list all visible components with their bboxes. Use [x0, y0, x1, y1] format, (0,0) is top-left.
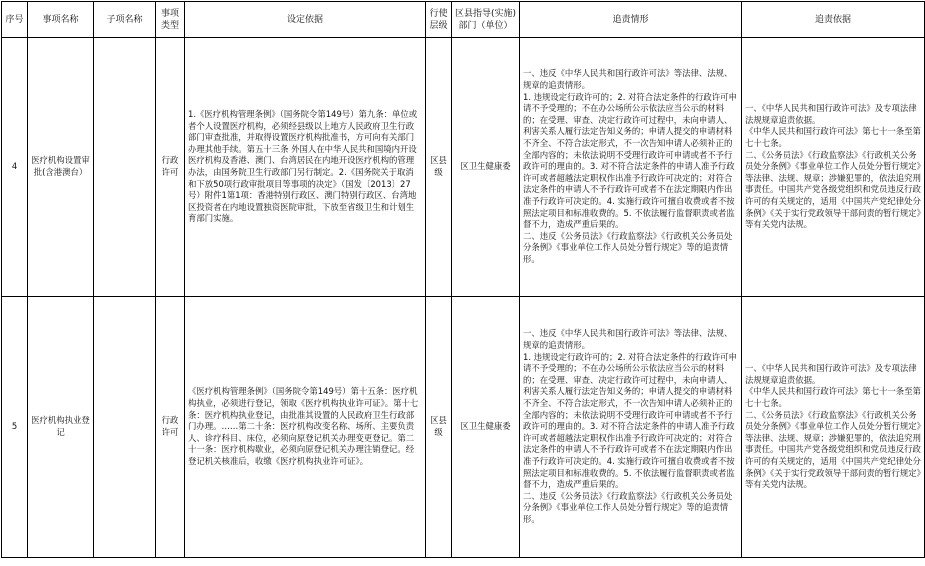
case-text: 二、违反《公务员法》《行政监察法》《行政机关公务员处分条例》《事业单位工作人员处分暂行规定》等的追责情形。 — [523, 230, 733, 264]
accountability-table — [1, 1, 925, 558]
header-level: 行使层级 — [426, 2, 452, 38]
header-accountability-cases: 追责情形 — [520, 2, 742, 38]
row-item-type: 行政许可 — [156, 297, 185, 558]
row-accountability-cases — [520, 38, 742, 297]
row-sub-item — [94, 38, 156, 297]
header-sub-item: 子项名称 — [94, 2, 156, 38]
row-seq: 5 — [2, 297, 28, 558]
row-item-name: 医疗机构执业登记 — [28, 297, 94, 558]
table-row — [2, 297, 925, 558]
header-seq: 序号 — [2, 2, 28, 38]
row-department: 区卫生健康委 — [452, 38, 520, 297]
row-level: 区县级 — [426, 38, 452, 297]
row-legal-basis — [185, 38, 426, 297]
basis-text: 1.《医疗机构管理条例》（国务院令第149号）第九条：单位或者个人设置医疗机构，必须经县级以上地方人民政府卫生行政部门审查批准，并取得设置医疗机构批准书，方可向有关部门办理其他手续。第五十三条 外国人在中华人民共和国境内开设医疗机构及香港、澳门、台湾居民在内地开设医疗机构的管理办法，由国务院卫生行政部门另行制定。2.《国务院关于取消和下放50项行政审批项目等事项的决定》（国发〔2013〕27号）附件1第1项：香港特别行政区、澳门特别行政区、台湾地区投资者在内地设置独资医院审批，下放至省级卫生和计划生育部门实施。 — [188, 109, 418, 224]
accountability-text: 二、《公务员法》《行政监察法》《行政机关公务员处分条例》《事业单位工作人员处分暂行规定》等法律、法规、规章；涉嫌犯罪的，依法追究刑事责任。中国共产党各级党组织和党员违反行政许可的有关规定的，适用《中国共产党纪律处分条例》《关于实行党政领导干部问责的暂行规定》等有关党内法规。 — [745, 149, 921, 230]
row-seq: 4 — [2, 38, 28, 297]
accountability-text: 《中华人民共和国行政许可法》第七十一条至第七十七条。 — [745, 126, 921, 149]
header-department: 区县指导(实施)部门（单位） — [452, 2, 520, 38]
row-legal-basis — [185, 297, 426, 558]
accountability-text: 二、《公务员法》《行政监察法》《行政机关公务员处分条例》《事业单位工作人员处分暂行规定》等法律、法规、规章；涉嫌犯罪的，依法追究刑事责任。中国共产党各级党组织和党员违反行政许可的有关规定的，适用《中国共产党纪律处分条例》《关于实行党政领导干部问责的暂行规定》等有关党内法规。 — [745, 409, 921, 490]
case-text: 1. 违规设定行政许可的；2. 对符合法定条件的行政许可申请不予受理的；不在办公场所公示依法应当公示的材料的；在受理、审查、决定行政许可过程中，未向申请人、利害关系人履行法定告知义务的；申请人提交的申请材料不齐全、不符合法定形式，不一次告知申请人必须补正的全部内容的；未依法说明不受理行政许可申请或者不予行政许可的理由的。3. 对不符合法定条件的申请人准予行政许可或者超越法定职权作出准予行政许可决定的；对符合法定条件的申请人不予行政许可或者不在法定期限内作出准予行政许可决定的。4. 实施行政许可擅自收费或者不按照法定项目和标准收费的。5. 不依法履行监督职责或者监督不力，造成严重后果的。 — [523, 91, 737, 230]
table-row — [2, 38, 925, 297]
row-sub-item — [94, 297, 156, 558]
case-text: 一、违反《中华人民共和国行政许可法》等法律、法规、规章的追责情形。 — [523, 328, 733, 351]
row-item-name: 医疗机构设置审批(含港澳台） — [28, 38, 94, 297]
row-item-type: 行政许可 — [156, 38, 185, 297]
row-department: 区卫生健康委 — [452, 297, 520, 558]
row-accountability-basis — [742, 38, 925, 297]
row-accountability-cases — [520, 297, 742, 558]
accountability-text: 一、《中华人民共和国行政许可法》及专项法律法规规章追责依据。 — [745, 363, 917, 385]
header-row — [2, 2, 925, 38]
basis-text: 《医疗机构管理条例》（国务院令第149号）第十五条：医疗机构执业，必须进行登记，领取《医疗机构执业许可证》。第十七条：医疗机构执业登记，由批准其设置的人民政府卫生行政部门办理。……第二十条：医疗机构改变名称、场所、主要负责人、诊疗科目、床位，必须向原登记机关办理变更登记。第二十一条：医疗机构歇业，必须向原登记机关办理注销登记。经登记机关核准后，收缴《医疗机构执业许可证》。 — [188, 386, 419, 466]
accountability-text: 《中华人民共和国行政许可法》第七十一条至第七十七条。 — [745, 386, 921, 409]
header-item-type: 事项类型 — [156, 2, 185, 38]
case-text: 二、违反《公务员法》《行政监察法》《行政机关公务员处分条例》《事业单位工作人员处分暂行规定》等的追责情形。 — [523, 490, 733, 524]
header-legal-basis: 设定依据 — [185, 2, 426, 38]
case-text: 1. 违规设定行政许可的；2. 对符合法定条件的行政许可申请不予受理的；不在办公场所公示依法应当公示的材料的；在受理、审查、决定行政许可过程中，未向申请人、利害关系人履行法定告知义务的；申请人提交的申请材料不齐全、不符合法定形式，不一次告知申请人必须补正的全部内容的；未依法说明不受理行政许可申请或者不予行政许可的理由的。3. 对不符合法定条件的申请人准予行政许可或者超越法定职权作出准予行政许可决定的；对符合法定条件的申请人不予行政许可或者不在法定期限内作出准予行政许可决定的。4. 实施行政许可擅自收费或者不按照法定项目和标准收费的。5. 不依法履行监督职责或者监督不力，造成严重后果的。 — [523, 351, 737, 490]
row-accountability-basis — [742, 297, 925, 558]
accountability-text: 一、《中华人民共和国行政许可法》及专项法律法规规章追责依据。 — [745, 103, 917, 125]
case-text: 一、违反《中华人民共和国行政许可法》等法律、法规、规章的追责情形。 — [523, 68, 733, 91]
header-item-name: 事项名称 — [28, 2, 94, 38]
row-level: 区县级 — [426, 297, 452, 558]
header-accountability-basis: 追责依据 — [742, 2, 925, 38]
